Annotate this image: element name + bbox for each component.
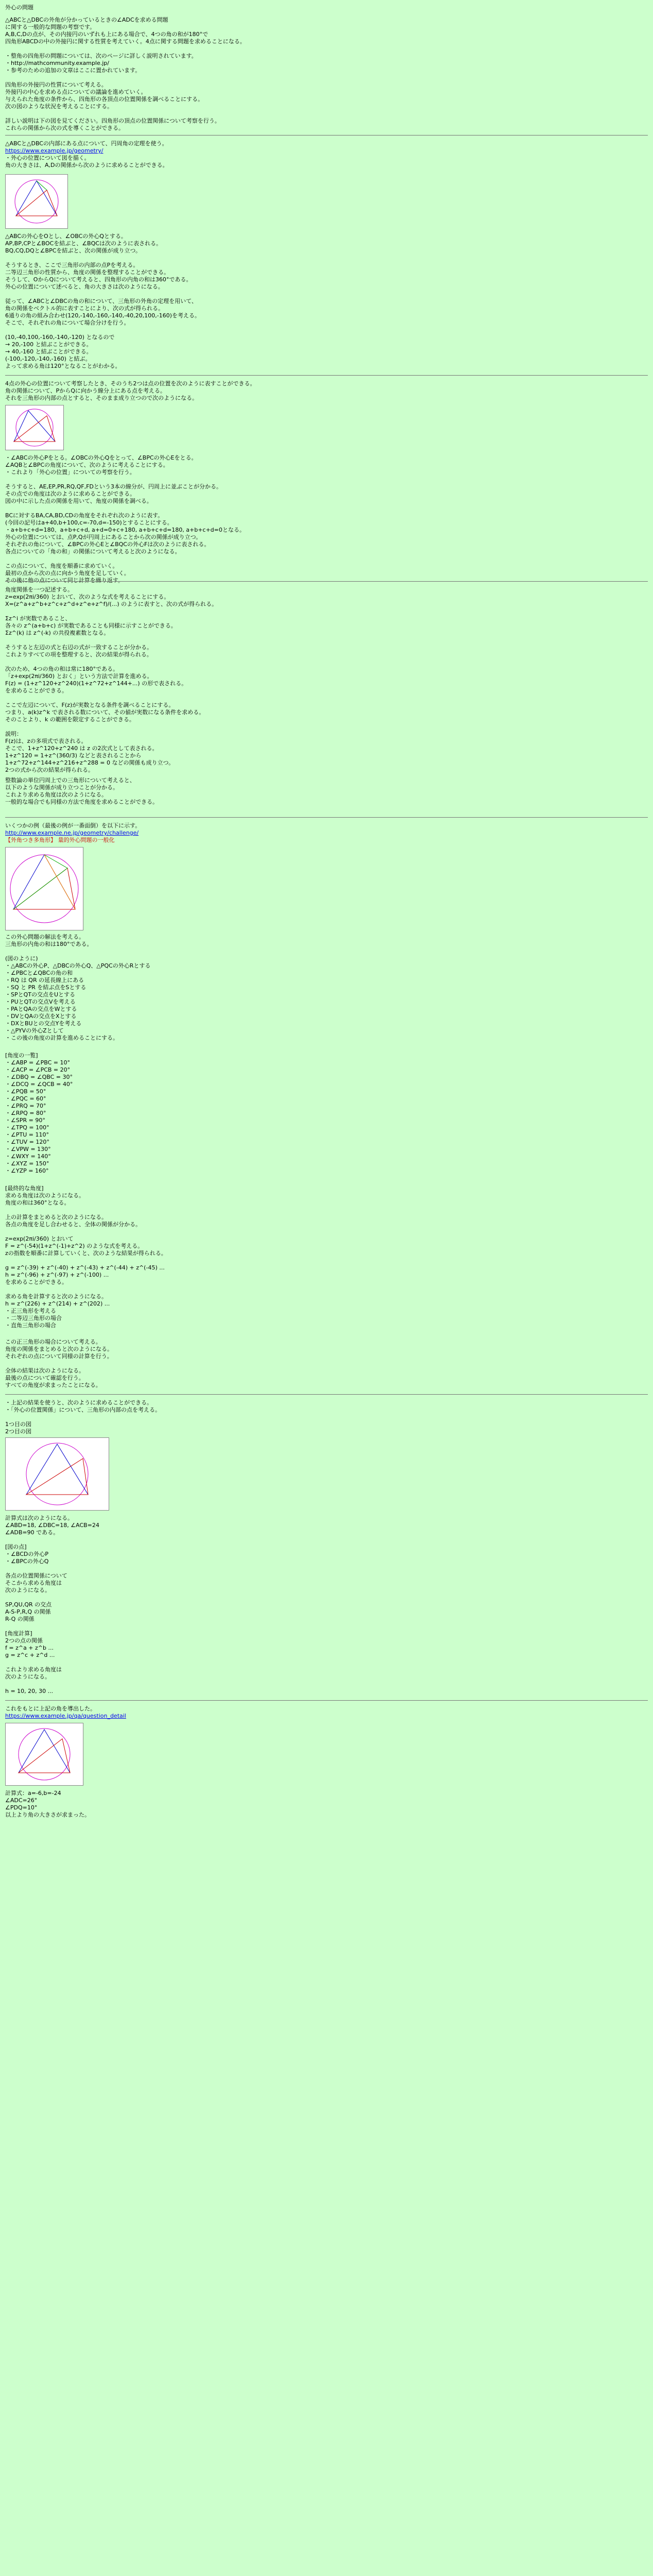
text-line	[5, 637, 644, 644]
text-line: ・直角三角形の場合	[5, 1322, 56, 1329]
text-line: 6通りの角の組み合わせ(120,-140,-160,-140,-40,20,100,-160)を考える。	[5, 312, 200, 319]
text-line: 「z+exp(2πi/360) とおく」という方法で計算を進める。	[5, 673, 153, 680]
section-9	[5, 934, 644, 1042]
text-line: SP,QU,QR の交点	[5, 1601, 52, 1608]
text-line	[5, 327, 644, 334]
text-line: つまり、a(k)z^k で表される数について、その値が実数になる条件を求める。	[5, 709, 205, 716]
text-line: 次のため、4つの角の和は常に180°である。	[5, 666, 119, 672]
text-line: 2つ目の図	[5, 1428, 31, 1435]
text-line: 各点についての「角の和」の関係について考えると次のようになる。	[5, 548, 181, 555]
text-line: ・∠BCDの外心P	[5, 1551, 48, 1557]
text-line: 4点の外心の位置について考察したとき、そのうち2つは点の位置を次のように表すことができる。	[5, 380, 256, 387]
section-13	[5, 1338, 644, 1389]
text-line: 角の大きさは、A,Dの関係から次のように求めることができる。	[5, 162, 168, 168]
text-line: この点について、角度を順番に求めていく。	[5, 563, 118, 569]
divider	[5, 1394, 648, 1395]
text-line: BCに対するBA,CA,BD,CDの角度をそれぞれ次のように表す。	[5, 512, 164, 519]
text-line: BQ,CQ,DQと∠BPCを結ぶと、次の関係が成り立つ。	[5, 247, 141, 254]
section-16-head: これをもとに上記の角を導出した。 https://www.example.jp/qa/question_detail	[5, 1705, 126, 1719]
text-line	[5, 658, 644, 666]
text-line: ・RQ は QR の延長線上にある	[5, 977, 84, 984]
text-line	[5, 555, 644, 563]
text-line: そうすると左辺の式と右辺の式が一致することが分かる。	[5, 644, 152, 651]
text-line: ∠ADB=90 である。	[5, 1529, 59, 1536]
figure-1	[5, 174, 68, 229]
text-line: 計算式は次のようになる。	[5, 1515, 73, 1521]
text-line: 求める角を計算すると次のようになる。	[5, 1293, 107, 1300]
text-line: A-S-P,R,Q の関係	[5, 1608, 51, 1615]
text-line: ・∠VPW = 130°	[5, 1146, 51, 1153]
section-11	[5, 1185, 644, 1228]
text-line: そうするとき、ここで三角形の内部の点Pを考える。	[5, 262, 139, 268]
text-line: ・上記の結果を使うと、次のように求めることができる。	[5, 1399, 152, 1406]
text-line: ・△PYVの外心Zとして	[5, 1027, 64, 1034]
text-line: (10,-40,100,-160,-140,-120) となるので	[5, 334, 115, 341]
text-line: (図のように)	[5, 955, 38, 962]
text-line: そこで、それぞれの角について場合分けを行う。	[5, 319, 130, 326]
text-line: h = z^(-96) + z^(-97) + z^(-100) ...	[5, 1272, 109, 1278]
text-line: その点での角度は次のように求めることができる。	[5, 490, 135, 497]
text-line: ・PUとQTの交点Vを考える	[5, 998, 76, 1005]
section-6	[5, 586, 644, 774]
text-line	[5, 948, 644, 955]
text-line: △ABCと△DBCの内部にある点について、円周角の定理を使う。	[5, 140, 168, 147]
text-line	[5, 45, 644, 53]
text-line: 三角形の内角の和は180°である。	[5, 941, 93, 947]
text-line: ・DVとQAの交点をXとする	[5, 1013, 77, 1020]
external-link[interactable]: http://www.example.ne.jp/geometry/challenge/	[5, 829, 139, 836]
section-15	[5, 1515, 644, 1695]
text-line: → 40,-160 と結ぶことができる。	[5, 348, 92, 355]
text-line: 各点の位置関係について	[5, 1572, 67, 1579]
text-line: f = z^a + z^b ...	[5, 1645, 54, 1651]
figure-2	[5, 405, 64, 450]
text-line: A,B,C,Dの点が、その内接円のいずれも上にある場合で、4つの角の和が180°で	[5, 31, 208, 38]
text-line: ・∠WXY = 140°	[5, 1153, 51, 1160]
section-12	[5, 1235, 644, 1329]
text-line: (今回の記号はa+40,b+100,c=-70,d=-150)とすることにする。	[5, 519, 173, 526]
text-line: Σz^(k) は z^(-k) の共役複素数となる。	[5, 630, 110, 636]
text-line: 各点の角度を足し合わせると、全体の関係が分かる。	[5, 1221, 141, 1228]
text-line: ・参考のための追加の文章はここに置かれています。	[5, 67, 141, 74]
text-line: ・∠BPCの外心Q	[5, 1558, 49, 1565]
section-7	[5, 777, 644, 806]
text-line: R-Q の関係	[5, 1616, 35, 1622]
text-line: ・∠XYZ = 150°	[5, 1160, 49, 1167]
text-line: ・∠YZP = 160°	[5, 1167, 49, 1174]
text-line	[5, 1286, 644, 1293]
figure-3	[5, 847, 83, 930]
text-line	[5, 1681, 644, 1688]
text-line: X=(z^a+z^b+z^c+z^d+z^e+z^f)/(...) のように表すと、次の式が得られる。	[5, 601, 218, 607]
text-line: これより求める角度は	[5, 1666, 62, 1673]
section-10	[5, 1052, 644, 1175]
text-line: [角度計算]	[5, 1630, 32, 1637]
text-line: これらの関係から次の式を導くことができる。	[5, 125, 124, 131]
text-line: ・「外心の位置関係」について、三角形の内部の点を考える。	[5, 1406, 161, 1413]
text-line: → 20,-100 と結ぶことができる。	[5, 341, 92, 348]
text-line: 2つの点の関係	[5, 1637, 43, 1644]
divider	[5, 817, 648, 818]
text-line: 整数論の単位円周上での三角形について考えると、	[5, 777, 135, 784]
text-line: 説明：	[5, 731, 22, 737]
text-line: 以下のような関係が成り立つことが分かる。	[5, 784, 118, 791]
text-line: ∠AQBと∠BPCの角度について、次のように考えることにする。	[5, 462, 169, 468]
section-8-head: いくつかの例（最後の例が一番面倒）を以下に示す。 http://www.example.ne.jp/geometry/challenge/ 【外角つき多角形】 量的外心問題の一般化	[5, 822, 644, 844]
text-line: ・∠PQB = 50°	[5, 1088, 46, 1095]
text-line: F(z) = (1+z^120+z^240)(1+z^72+z^144+...) の形で表される。	[5, 680, 187, 687]
text-line: ・∠PRQ = 70°	[5, 1103, 46, 1109]
text-line: ・整角の四角形の問題については、次のページに詳しく説明されています。	[5, 53, 197, 59]
text-line: 詳しい説明は下の図を見てください。四角形の頂点の位置関係について考察を行う。	[5, 117, 220, 124]
text-line: (-100,-120,-140,-160) と結ぶ。	[5, 355, 91, 362]
text-line: 次のようになる。	[5, 1587, 50, 1594]
text-line	[5, 74, 644, 81]
text-line: 一般的な場合でも同様の方法で角度を求めることができる。	[5, 799, 158, 805]
figure-4	[5, 1437, 109, 1511]
divider	[5, 1700, 648, 1701]
text-line: ・これより「外心の位置」についての考察を行う。	[5, 469, 135, 476]
text-line: Σz^i が実数であること、	[5, 615, 71, 622]
figure-5	[5, 1723, 83, 1786]
text-line: 与えられた角度の条件から、四角形の各頂点の位置関係を調べることにする。	[5, 96, 203, 103]
text-line: ・SPとQTの交点をUとする	[5, 991, 76, 998]
text-line: ・∠PBCと∠QBCの角の和	[5, 970, 73, 976]
text-line: 上の計算をまとめると次のようになる。	[5, 1214, 107, 1221]
text-line: 全体の結果は次のようになる。	[5, 1367, 84, 1374]
text-line	[5, 723, 644, 731]
text-line: [角度の一覧]	[5, 1052, 38, 1059]
text-line: F = z^(-54)(1+z^(-1)+z^2) のような式を考える。	[5, 1243, 144, 1249]
text-line	[5, 147, 644, 155]
text-line: 角の関係をベクトル的に表すことにより、次の式が得られる。	[5, 305, 164, 312]
text-line: すべての角度が求まったことになる。	[5, 1382, 101, 1388]
text-line: ・△ABCの外心P、△DBCの外心Q、△PQCの外心Rとする	[5, 962, 151, 969]
text-line: 1つ目の図	[5, 1421, 31, 1428]
text-line	[5, 1594, 644, 1601]
text-line: AP,BP,CPと∠BOCを結ぶと、∠BQCは次のように表される。	[5, 240, 162, 247]
text-line: 角度の和は360°となる。	[5, 1199, 70, 1206]
text-line	[5, 291, 644, 298]
text-line: これより求める角度は次のようになる。	[5, 791, 107, 798]
text-line: ・PAとQAの交点をWとする	[5, 1006, 77, 1012]
text-line	[5, 1414, 644, 1421]
external-link[interactable]: https://www.example.jp/qa/question_detail	[5, 1713, 126, 1719]
text-line	[5, 1659, 644, 1666]
text-line: ∠ADC=26°	[5, 1797, 38, 1804]
text-line: よって求める角は120°となることがわかる。	[5, 363, 121, 369]
text-line: ・この後の角度の計算を進めることにする。	[5, 1035, 118, 1041]
text-line: 角度の関係をまとめると次のようになる。	[5, 1346, 113, 1352]
figure-caption: 【外角つき多角形】 量的外心問題の一般化	[5, 837, 115, 843]
text-line: そこで、1+z^120+z^240 は z の2次式として表される。	[5, 745, 158, 752]
text-line: 角の関係について、PからQに向かう線分上にある点を考える。	[5, 387, 166, 394]
text-line: その後に他の点について同じ計算を繰り返す。	[5, 577, 124, 584]
text-line	[5, 1565, 644, 1572]
text-line: 図の中に示した点の関係を用いて、角度の関係を調べる。	[5, 498, 152, 504]
text-line: h = z^(226) + z^(214) + z^(202) ...	[5, 1300, 110, 1307]
section-1	[5, 16, 644, 132]
text-line: ・∠ACP = ∠PCB = 20°	[5, 1066, 71, 1073]
section-3	[5, 233, 644, 370]
section-5	[5, 454, 644, 584]
text-line: z=exp(2πi/360) とおいて、次のような式を考えることにする。	[5, 594, 170, 600]
text-line	[5, 1207, 644, 1214]
text-line: 従って、∠ABCと∠DBCの角の和について、三角形の外角の定理を用いて、	[5, 298, 197, 304]
text-line: ・正三角形を考える	[5, 1308, 56, 1314]
text-line	[5, 1360, 644, 1367]
text-line: 次の図のような状況を考えることにする。	[5, 103, 113, 110]
text-line: そこから求める角度は	[5, 1580, 62, 1586]
text-line: 各々の z^(a+b+c) が実数であることも同様に示すことができる。	[5, 622, 177, 629]
text-line: これよりすべての項を整理すると、次の結果が得られる。	[5, 651, 152, 658]
text-line: 1+z^120 = 1+z^(360/3) などと表されることから	[5, 752, 142, 759]
text-line: g = z^(-39) + z^(-40) + z^(-43) + z^(-44) + z^(-45) ...	[5, 1264, 165, 1271]
text-line: を求めることができる。	[5, 1279, 67, 1285]
text-line: に関する一般的な問題の考察です。	[5, 24, 96, 30]
text-line: 計算式：a=-6,b=-24	[5, 1790, 61, 1797]
text-line: 外接円の中心を求める点についての議論を進めていく。	[5, 89, 147, 95]
text-line: そのことより、k の範囲を限定することができる。	[5, 716, 135, 723]
text-line: 四角形ABCDの中の外接円に関する性質を考えていく。4点に関する問題を求めることになる。	[5, 38, 246, 45]
text-line: そうすると、AE,EP,PR,RQ,QF,FDという3本の線分が、円周上に並ぶことが分かる。	[5, 483, 222, 490]
text-line: 2つの式から次の結果が得られる。	[5, 767, 94, 773]
text-line: ・http://mathcommunity.example.jp/	[5, 60, 109, 66]
text-line: [図の点]	[5, 1544, 27, 1550]
text-line: 外心の位置について述べると、角の大きさは次のようになる。	[5, 283, 164, 290]
text-line: △ABCと△DBCの外角が分かっているときの∠ADCを求める問題	[5, 16, 168, 23]
text-line: 最初の点から次の点に向かう角度を足していく。	[5, 570, 130, 577]
text-line: ∠ABD=18, ∠DBC=18, ∠ACB=24	[5, 1522, 99, 1529]
text-line: ・∠DCQ = ∠QCB = 40°	[5, 1081, 73, 1088]
text-line: を求めることができる。	[5, 687, 67, 694]
section-14	[5, 1399, 644, 1435]
text-line: ・∠TPQ = 100°	[5, 1124, 49, 1131]
divider	[5, 581, 648, 582]
text-line	[5, 1623, 644, 1630]
text-line: 外心の位置については、点P,Qが円周上にあることから次の関係が成り立つ。	[5, 534, 202, 540]
text-line: ・SQ と PR を結ぶ点をSとする	[5, 984, 87, 991]
text-line: 四角形の外接円の性質について考える。	[5, 81, 107, 88]
text-line: 以上より角の大きさが求まった。	[5, 1811, 90, 1818]
doc-title: 外心の問題	[5, 4, 33, 11]
text-line: ・∠RPQ = 80°	[5, 1110, 46, 1116]
section-2	[5, 140, 644, 169]
text-line: ここで左辺について、F(z)が実数となる条件を調べることにする。	[5, 702, 175, 708]
text-line: ∠PDQ=10°	[5, 1804, 38, 1811]
text-line: ・∠PTU = 110°	[5, 1131, 49, 1138]
text-line: ・∠DBQ = ∠QBC = 30°	[5, 1074, 73, 1080]
text-line: g = z^c + z^d ...	[5, 1652, 55, 1658]
section-4	[5, 380, 644, 402]
text-line: F(z)は、zの多項式で表される。	[5, 738, 87, 744]
text-line	[5, 476, 644, 483]
external-link[interactable]: https://www.example.jp/geometry/	[5, 147, 104, 154]
text-line: ・a+b+c+d=180、a+b+c+d, a+d=0+c+180, a+b+c+d=180, a+b+c+d=0となる。	[5, 527, 245, 533]
text-line: 次のようになる。	[5, 1673, 50, 1680]
text-line: △ABCの外心をOとし、∠OBCの外心Qとする。	[5, 233, 127, 240]
text-line: zの指数を順番に計算していくと、次のような結果が得られる。	[5, 1250, 167, 1257]
text-line: それぞれの点について同様の計算を行う。	[5, 1353, 113, 1360]
text-line: ・∠ABP = ∠PBC = 10°	[5, 1059, 71, 1066]
text-line: それぞれの角について、∠BPCの外心Eと∠BQCの外心Fは次のように表される。	[5, 541, 210, 548]
text-line: [最終的な角度]	[5, 1185, 44, 1192]
text-line: ・外心の位置について図を描く。	[5, 155, 90, 161]
text-line: 二等辺三角形の性質から、角度の関係を整理することができる。	[5, 269, 169, 276]
text-line: ・∠ABCの外心Pをとる。∠OBCの外心Qをとって、∠BPCの外心Eをとる。	[5, 454, 197, 461]
text-line	[5, 1257, 644, 1264]
text-line	[5, 694, 644, 702]
text-line: ・∠TUV = 120°	[5, 1139, 49, 1145]
text-line	[5, 608, 644, 615]
text-line: 求める角度は次のようになる。	[5, 1192, 84, 1199]
text-line: z=exp(2πi/360) とおいて	[5, 1235, 74, 1242]
text-line	[5, 1536, 644, 1544]
divider	[5, 375, 648, 376]
text-line: そうして、OからQについて考えると、四角形の内角の和は360°である。	[5, 276, 192, 283]
section-17	[5, 1790, 644, 1819]
text-line: ・DXとBUとの交点Yを考える	[5, 1020, 82, 1027]
text-line: h = 10, 20, 30 ...	[5, 1688, 54, 1694]
text-line	[5, 110, 644, 117]
text-line: ・二等辺三角形の場合	[5, 1315, 62, 1321]
text-line: この正三角形の場合について考える。	[5, 1338, 101, 1345]
text-line	[5, 505, 644, 512]
text-line: 角度関係を一つ記述する。	[5, 586, 73, 593]
text-line: ・∠PQC = 60°	[5, 1095, 46, 1102]
text-line: ・∠SPR = 90°	[5, 1117, 45, 1124]
text-line: 1+z^72+z^144+z^216+z^288 = 0 などの関係も成り立つ。	[5, 759, 175, 766]
text-line: それを三角形の内部の点とすると、そのまま成り立つので次のようになる。	[5, 395, 198, 401]
text-line	[5, 255, 644, 262]
text-line: 最後の点について確認を行う。	[5, 1375, 84, 1381]
text-line: この外心問題の解法を考える。	[5, 934, 84, 940]
